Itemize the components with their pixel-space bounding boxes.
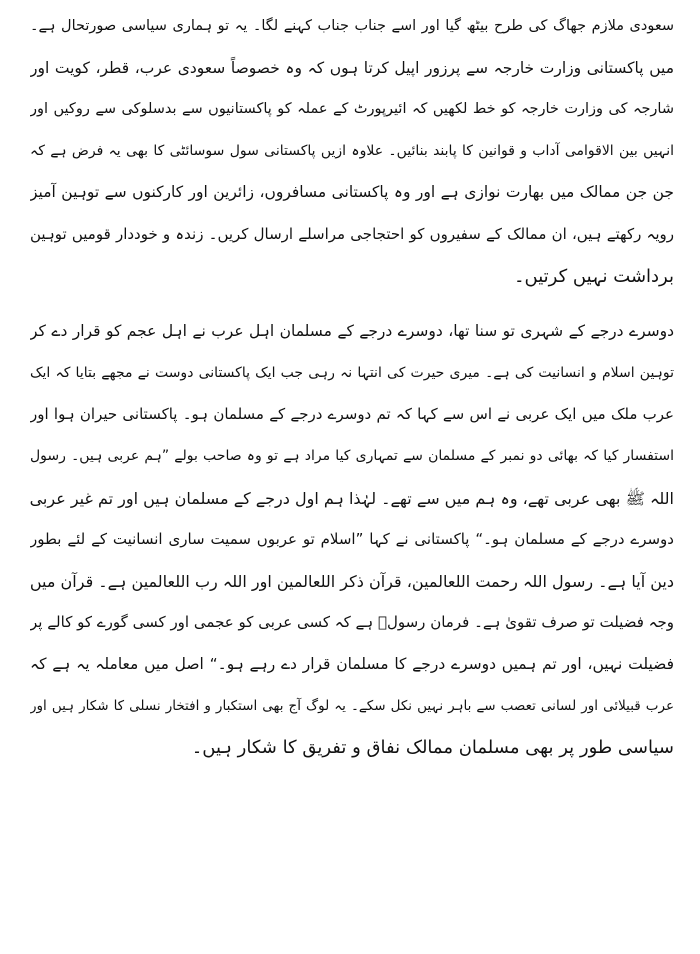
text-line: عرب ملک میں ایک عربی نے اس سے کہا کہ تم دوسرے درجے کے مسلمان ہو۔ پاکستانی حیران ہوا اور: [30, 405, 674, 424]
text-line: توہین اسلام و انسانیت کی ہے۔ میری حیرت کی انتہا نہ رہی جب ایک پاکستانی دوست نے مجھے بتایا کہ ایک: [30, 364, 674, 381]
text-line: میں پاکستانی وزارت خارجہ سے پرزور اپیل کرتا ہوں کہ وہ خصوصاً سعودی عرب، قطر، کویت اور: [30, 58, 674, 77]
paragraph-1: [30, 6, 674, 297]
text-line: دوسرے درجے کے مسلمان ہو۔“ پاکستانی نے کہا ”اسلام تو عربوں سمیت ساری انسانیت کے لئے بطور: [30, 530, 674, 549]
text-line: برداشت نہیں کرتیں۔: [513, 265, 674, 287]
text-line: سیاسی طور پر بھی مسلمان ممالک نفاق و تفریق کا شکار ہیں۔: [191, 737, 674, 759]
text-line: انہیں بین الاقوامی آداب و قوانین کا پابند بنائیں۔ علاوہ ازیں پاکستانی سول سوسائٹی کا بھی یہ فرض ہے کہ: [30, 142, 674, 159]
text-line: سعودی ملازم جھاگ کی طرح بیٹھ گیا اور اسے جناب جناب کہنے لگا۔ یہ تو ہماری سیاسی صورتحال ہے۔: [30, 18, 674, 34]
text-line: دین آیا ہے۔ رسول اللہ رحمت اللعالمین، قرآن ذکر اللعالمین اور اللہ رب اللعالمین ہے۔ قرآن میں: [30, 571, 674, 591]
text-line: وجہ فضیلت تو صرف تقویٰ ہے۔ فرمان رسولؐ ہے کہ کسی عربی کو عجمی اور کسی گورے کو کالے پر: [30, 613, 674, 632]
text-line: دوسرے درجے کے شہری تو سنا تھا، دوسرے درجے کے مسلمان اہل عرب نے اہل عجم کو قرار دے کر: [30, 322, 674, 341]
text-line: جن جن ممالک میں بھارت نوازی ہے اور وہ پاکستانی مسافروں، زائرین اور کارکنوں سے توہین آمیز: [30, 183, 674, 202]
paragraph-2: [30, 311, 674, 769]
text-line: فضیلت نہیں، اور تم ہمیں دوسرے درجے کا مسلمان قرار دے رہے ہو۔“ اصل میں معاملہ یہ ہے کہ: [30, 654, 674, 673]
text-line: عرب قبیلائی اور لسانی تعصب سے باہر نہیں نکل سکے۔ یہ لوگ آج بھی استکبار و افتخار نسلی کا شکار ہیں اور: [30, 697, 674, 714]
document-page: [30, 6, 674, 769]
text-line: رویہ رکھتے ہیں، ان ممالک کے سفیروں کو احتجاجی مراسلے ارسال کریں۔ زندہ و خوددار قومیں توہین: [30, 224, 674, 243]
text-line: استفسار کیا کہ بھائی دو نمبر کے مسلمان سے تمہاری کیا مراد ہے تو وہ صاحب بولے ”ہم عربی ہیں۔ رسول: [30, 447, 674, 464]
text-line: اللہ ﷺ بھی عربی تھے، وہ ہم میں سے تھے۔ لہٰذا ہم اول درجے کے مسلمان ہیں اور تم غیر عربی: [30, 488, 674, 508]
text-line: شارجہ کی وزارت خارجہ کو خط لکھیں کہ ائیرپورٹ کے عملہ کو پاکستانیوں سے بدسلوکی سے روکیں اور: [30, 101, 674, 118]
